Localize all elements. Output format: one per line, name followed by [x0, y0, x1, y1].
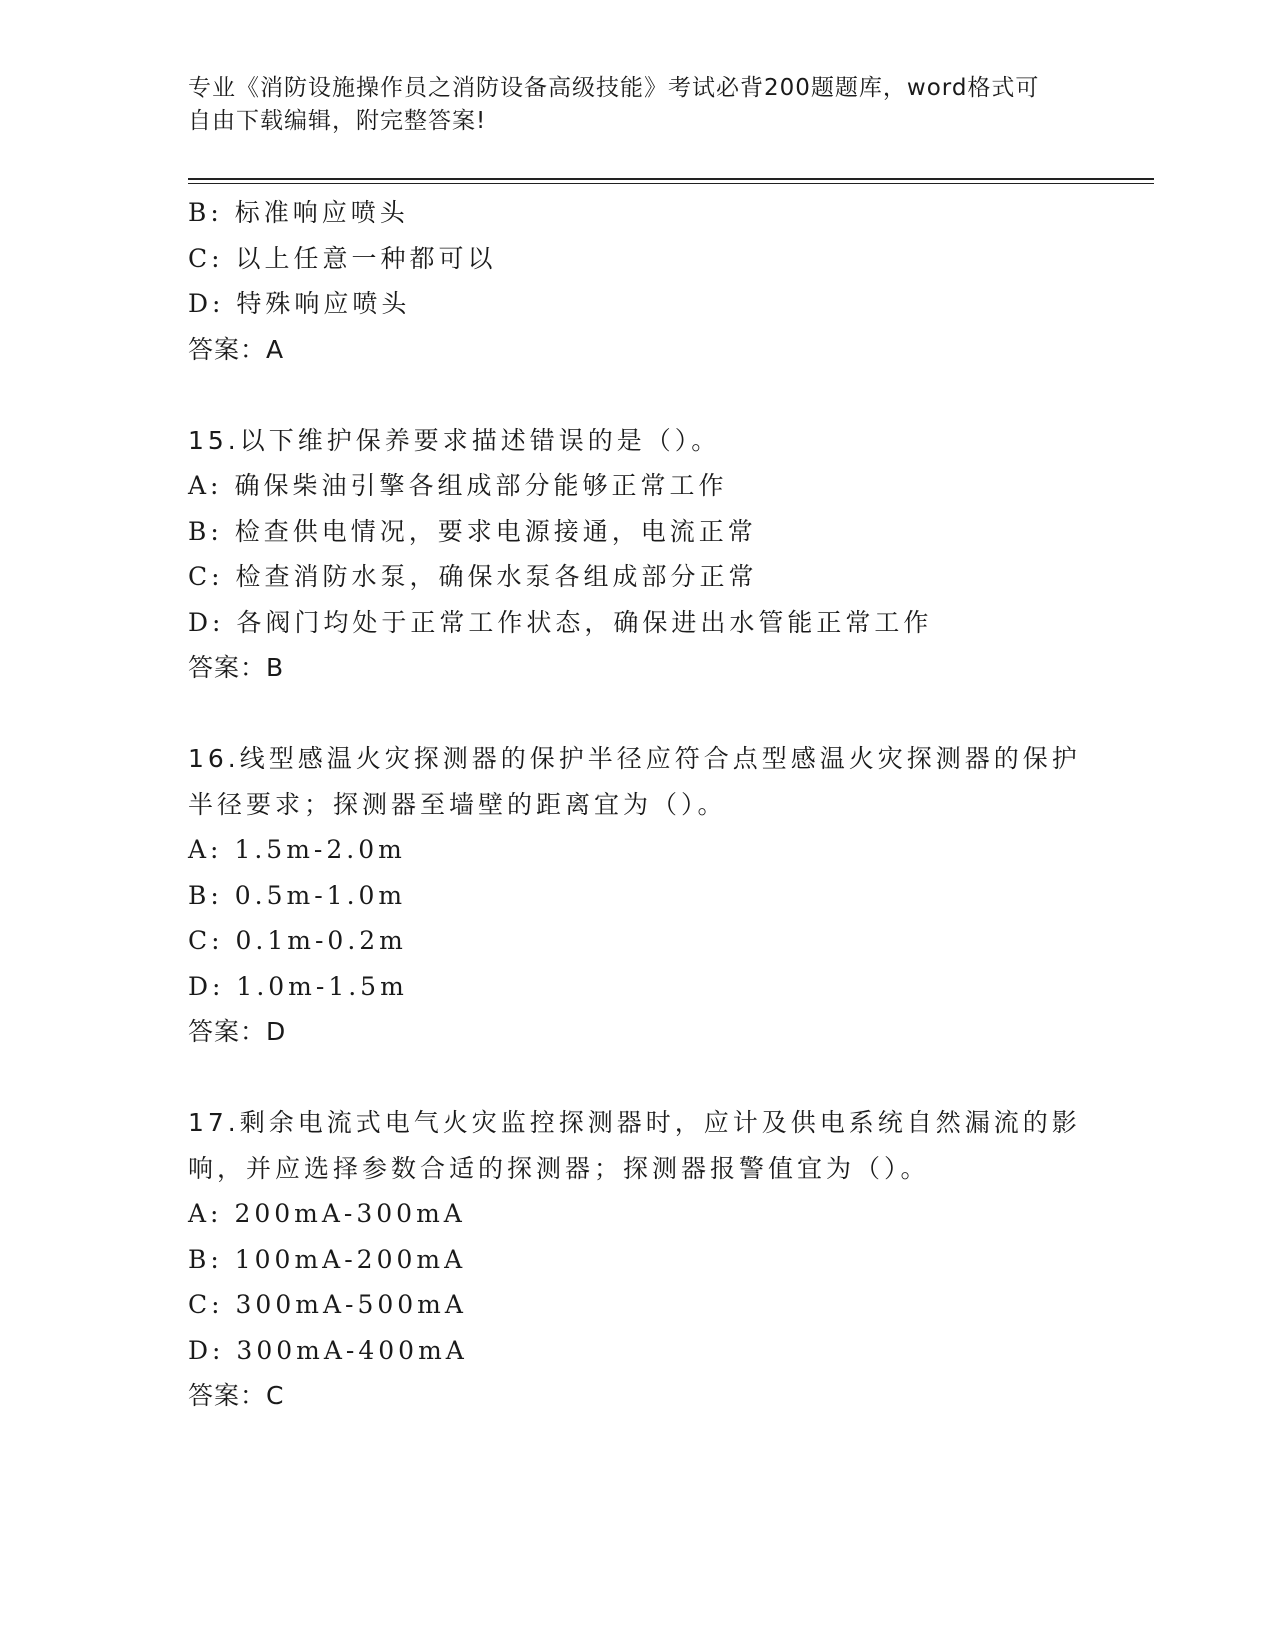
spacer	[188, 373, 1088, 418]
option-c: C: 300mA-500mA	[188, 1290, 467, 1319]
answer-label: 答案：B	[188, 653, 285, 682]
option-c: C: 以上任意一种都可以	[188, 243, 497, 273]
answer-label: 答案：D	[188, 1017, 287, 1046]
option-c: C: 0.1m-0.2m	[188, 926, 407, 955]
option-b: B: 0.5m-1.0m	[188, 880, 407, 910]
option-d: D: 各阀门均处于正常工作状态，确保进出水管能正常工作	[188, 607, 933, 637]
option-b: B: 检查供电情况，要求电源接通，电流正常	[188, 516, 757, 546]
question-16	[188, 736, 1088, 1055]
option-d: D: 特殊响应喷头	[188, 289, 411, 318]
header-rule-thin	[188, 183, 1154, 184]
question-list	[188, 190, 1088, 1419]
option-a: A: 1.5m-2.0m	[188, 835, 406, 864]
question-stem-line-1: 17.剩余电流式电气火灾监控探测器时，应计及供电系统自然漏流的影	[188, 1108, 1081, 1137]
option-d: D: 1.0m-1.5m	[188, 971, 408, 1001]
document-header	[188, 72, 1088, 138]
answer-label: 答案：A	[188, 334, 285, 364]
option-a: A: 200mA-300mA	[188, 1199, 466, 1228]
question-stem-line-1: 16.线型感温火灾探测器的保护半径应符合点型感温火灾探测器的保护	[188, 744, 1081, 773]
option-b: B: 标准响应喷头	[188, 198, 409, 227]
option-b: B: 100mA-200mA	[188, 1244, 467, 1274]
header-rule-thick	[188, 178, 1154, 180]
header-line-2: 自由下载编辑，附完整答案!	[188, 108, 487, 134]
option-c: C: 检查消防水泵，确保水泵各组成部分正常	[188, 562, 758, 591]
spacer	[188, 1055, 1088, 1100]
question-stem: 15.以下维护保养要求描述错误的是（）。	[188, 425, 721, 455]
question-15	[188, 418, 1088, 692]
question-stem-line-2: 半径要求；探测器至墙壁的距离宜为（）。	[188, 789, 727, 819]
spacer	[188, 691, 1088, 736]
question-17	[188, 1100, 1088, 1419]
answer-label: 答案：C	[188, 1381, 285, 1410]
option-a: A: 确保柴油引擎各组成部分能够正常工作	[188, 471, 728, 500]
question-stem-line-2: 响，并应选择参数合适的探测器；探测器报警值宜为（）。	[188, 1153, 930, 1183]
question-14-continued	[188, 190, 1088, 373]
option-d: D: 300mA-400mA	[188, 1335, 468, 1365]
header-line-1: 专业《消防设施操作员之消防设备高级技能》考试必背200题题库，word格式可	[188, 75, 1040, 101]
